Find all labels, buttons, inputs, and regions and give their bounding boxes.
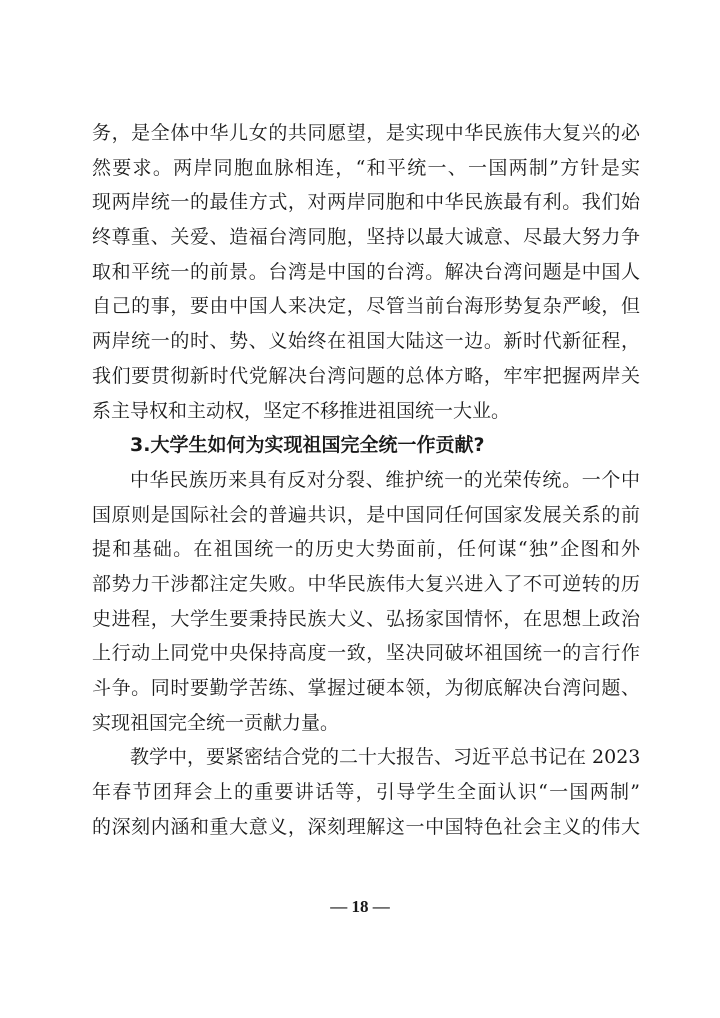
text-line: 取和平统一的前景。台湾是中国的台湾。解决台湾问题是中国人 [92,260,640,283]
text-line: 终尊重、关爱、造福台湾同胞，坚持以最大诚意、尽最大努力争 [92,226,640,249]
text-line: 年春节团拜会上的重要讲话等，引导学生全面认识“一国两制” [92,781,640,804]
text-line: 史进程，大学生要秉持民族大义、弘扬家国情怀，在思想上政治 [92,607,640,630]
text-line: 的深刻内涵和重大意义，深刻理解这一中国特色社会主义的伟大 [92,815,640,838]
text-line: 实现祖国完全统一贡献力量。 [92,711,340,734]
text-line: 斗争。同时要勤学苦练、掌握过硬本领，为彻底解决台湾问题、 [92,677,640,699]
text-line: 教学中，要紧密结合党的二十大报告、习近平总书记在 2023 [130,746,640,769]
page-number: — 18 — [330,897,390,916]
section-heading: 3.大学生如何为实现祖国完全统一作贡献? [130,434,485,457]
text-line: 系主导权和主动权，坚定不移推进祖国统一大业。 [92,399,511,422]
paragraph-3 [92,740,640,844]
text-line: 上行动上同党中央保持高度一致，坚决同破坏祖国统一的言行作 [92,642,640,665]
text-line: 自己的事，要由中国人来决定，尽管当前台海形势复杂严峻，但 [92,295,640,318]
paragraph-2 [92,463,640,741]
text-line: 国原则是国际社会的普遍共识，是中国同任何国家发展关系的前 [92,503,640,526]
text-line: 然要求。两岸同胞血脉相连，“和平统一、一国两制”方针是实 [92,156,640,179]
body-text [92,116,640,844]
text-line: 提和基础。在祖国统一的历史大势面前，任何谋“独”企图和外 [92,538,640,561]
text-line: 中华民族历来具有反对分裂、维护统一的光荣传统。一个中 [130,468,640,491]
text-line: 务，是全体中华儿女的共同愿望，是实现中华民族伟大复兴的必 [92,122,640,144]
text-line: 部势力干涉都注定失败。中华民族伟大复兴进入了不可逆转的历 [92,572,640,595]
text-line: 两岸统一的时、势、义始终在祖国大陆这一边。新时代新征程， [92,330,640,353]
paragraph-1 [92,116,640,428]
text-line: 现两岸统一的最佳方式，对两岸同胞和中华民族最有利。我们始 [92,191,640,214]
text-line: 我们要贯彻新时代党解决台湾问题的总体方略，牢牢把握两岸关 [92,364,640,387]
